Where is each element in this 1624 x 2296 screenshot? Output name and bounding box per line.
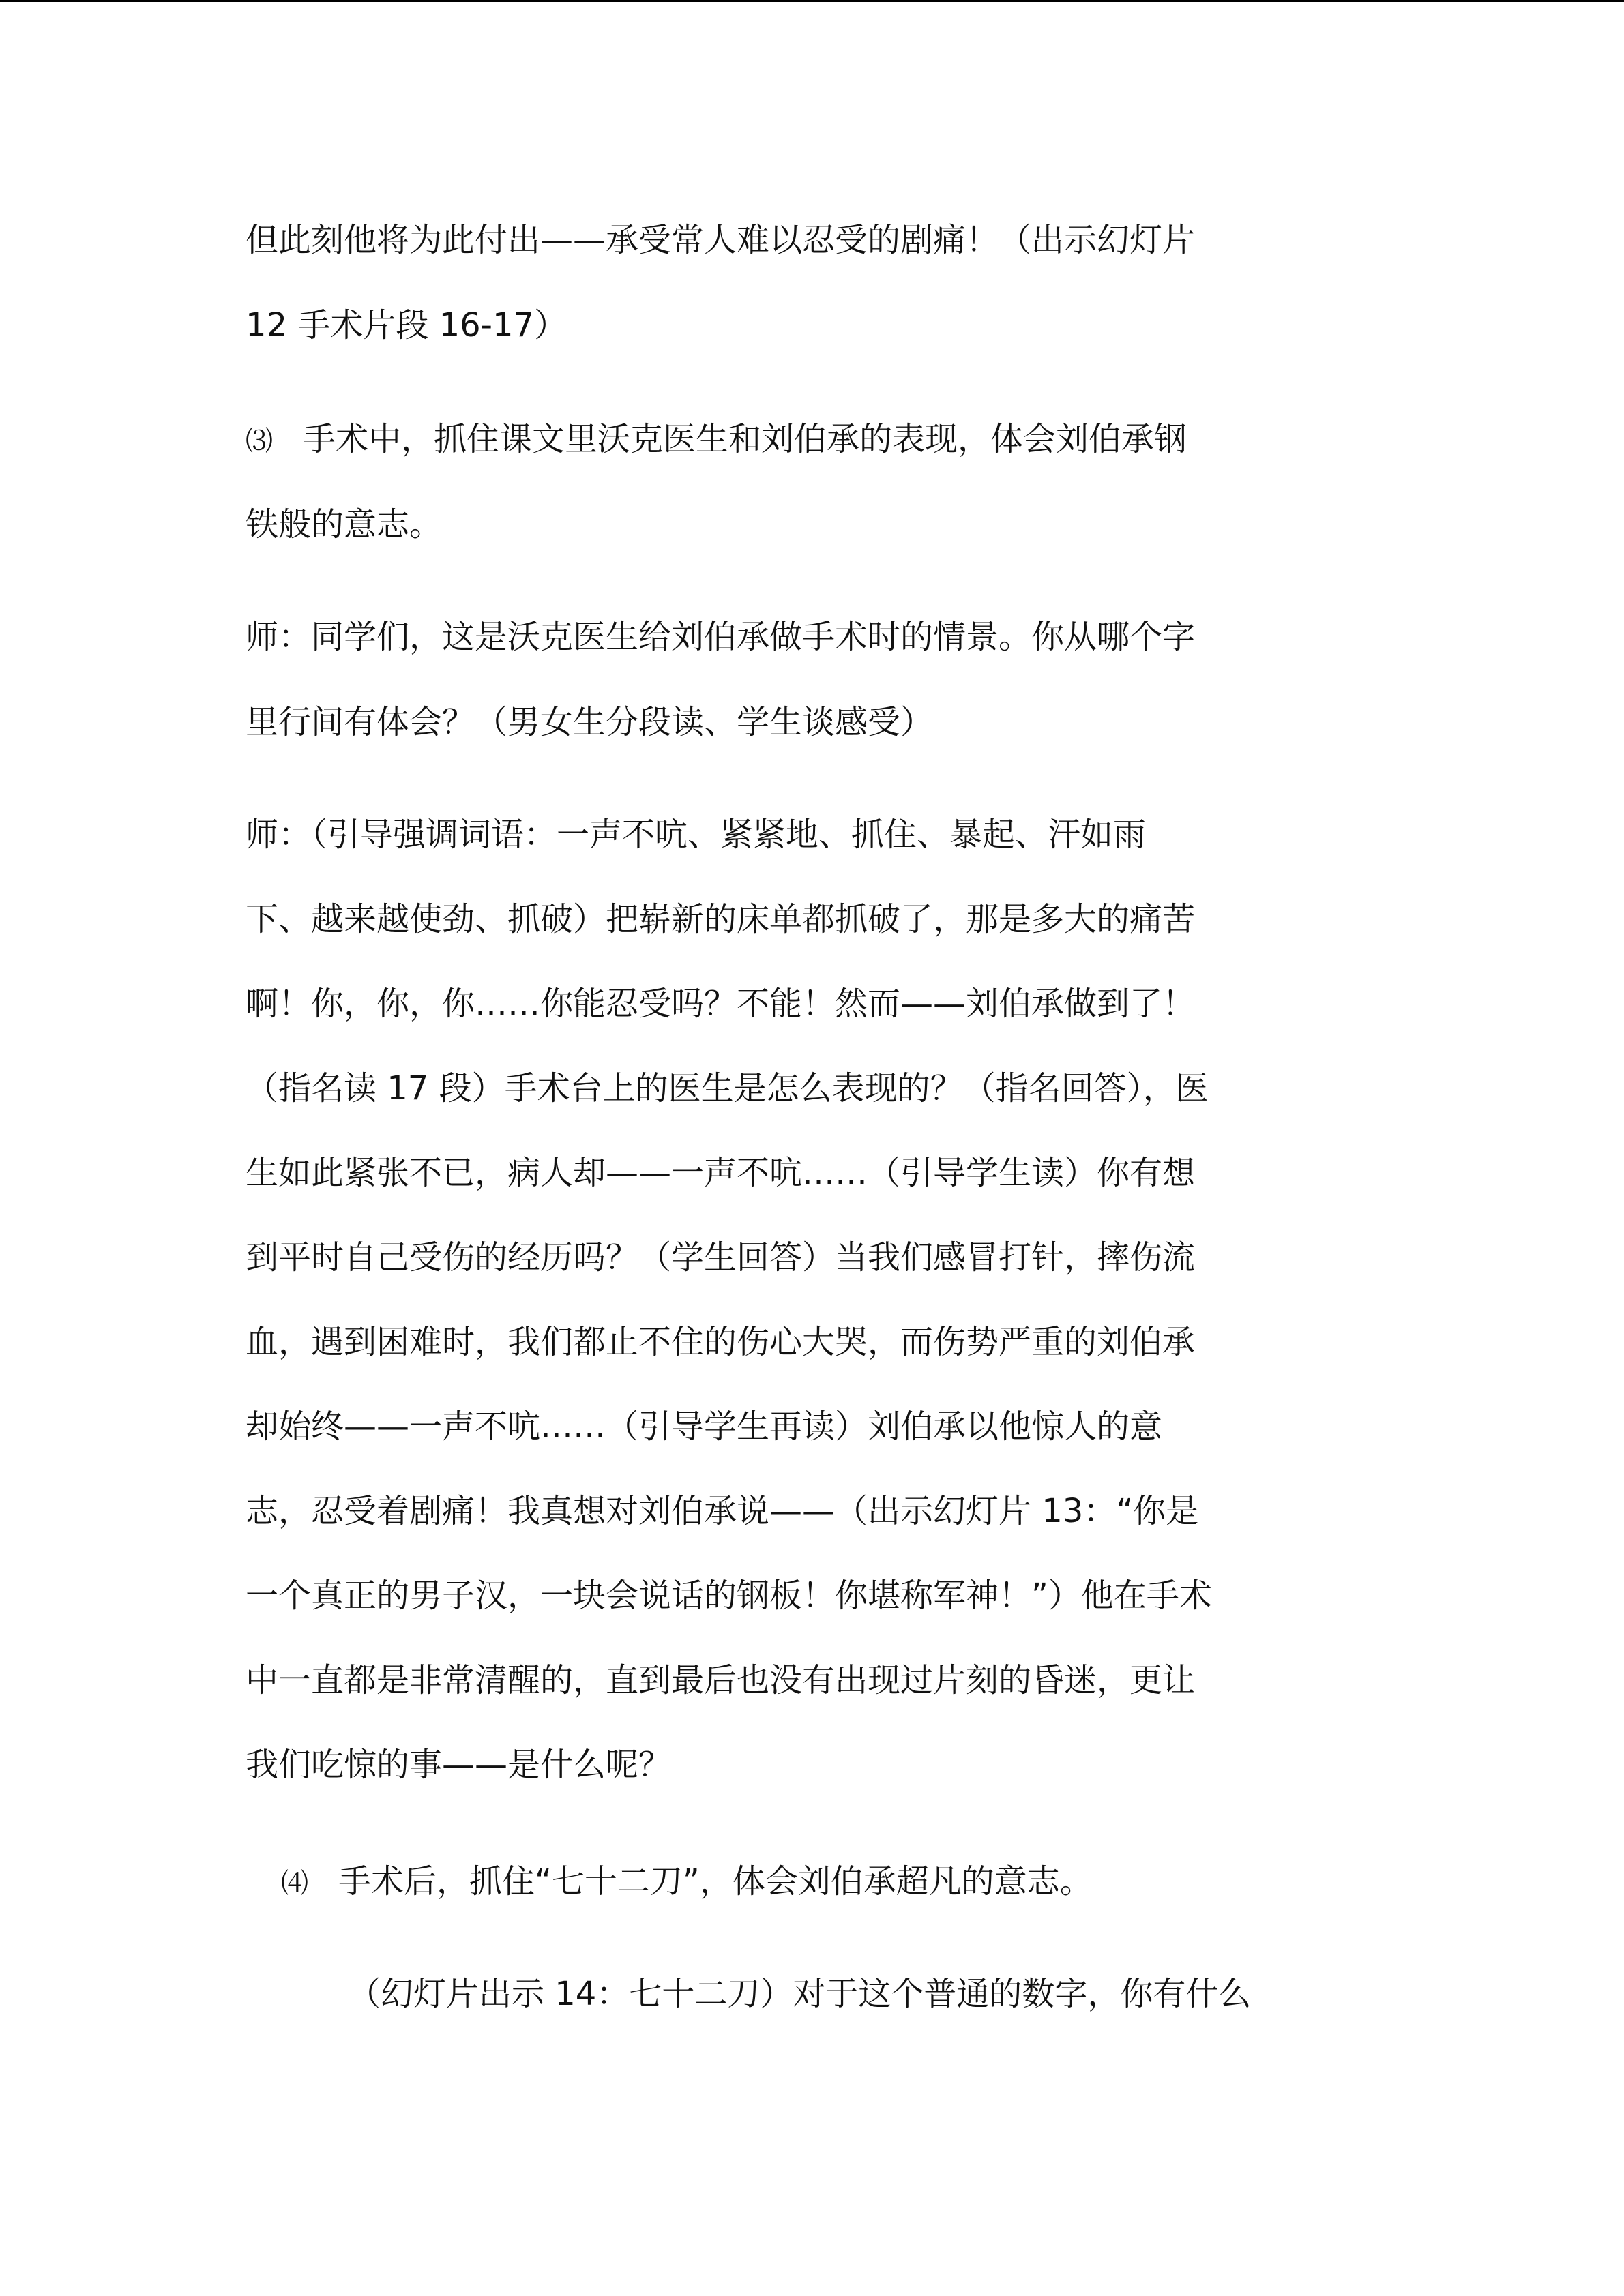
item-number-3: ⑶: [246, 426, 273, 457]
list-item-3: [246, 418, 1187, 462]
text-line: 啊！你，你，你……你能忍受吗？不能！然而——刘伯承做到了！: [246, 985, 1196, 1023]
text-line: 我们吃惊的事——是什么呢？: [246, 1746, 672, 1784]
text-line: 志，忍受着剧痛！我真想对刘伯承说——（出示幻灯片 13：“你是: [246, 1492, 1199, 1530]
item-number-4: ⑷: [281, 1868, 308, 1899]
text-line: 一个真正的男子汉，一块会说话的钢板！你堪称军神！”）他在手术: [246, 1577, 1212, 1615]
text-line: 里行间有体会？（男女生分段读、学生谈感受）: [246, 703, 934, 741]
text-line: 生如此紧张不已，病人却——一声不吭……（引导学生读）你有想: [246, 1154, 1196, 1192]
text-line: 手术后，抓住“七十二刀”，体会刘伯承超凡的意志。: [338, 1862, 1093, 1900]
text-line: 手术中，抓住课文里沃克医生和刘伯承的表现，体会刘伯承钢: [303, 420, 1187, 458]
text-line: 铁般的意志。: [246, 505, 443, 543]
text-line: 下、越来越使劲、抓破）把崭新的床单都抓破了，那是多大的痛苦: [246, 900, 1196, 938]
text-line: 中一直都是非常清醒的，直到最后也没有出现过片刻的昏迷，更让: [246, 1661, 1196, 1699]
text-line: 血，遇到困难时，我们都止不住的伤心大哭，而伤势严重的刘伯承: [246, 1323, 1196, 1361]
text-line: （幻灯片出示 14：七十二刀）对于这个普通的数字，你有什么: [348, 1975, 1252, 2013]
text-line: 12 手术片段 16-17）: [246, 306, 567, 344]
text-line: （指名读 17 段）手术台上的医生是怎么表现的？（指名回答），医: [246, 1069, 1209, 1107]
text-line: 却始终——一声不吭……（引导学生再读）刘伯承以他惊人的意: [246, 1407, 1163, 1446]
text-line: 师：同学们，这是沃克医生给刘伯承做手术时的情景。你从哪个字: [246, 618, 1196, 656]
list-item-4: [281, 1860, 1093, 1905]
text-line: 但此刻他将为此付出——承受常人难以忍受的剧痛！（出示幻灯片: [246, 221, 1196, 259]
text-line: 到平时自己受伤的经历吗？（学生回答）当我们感冒打针，摔伤流: [246, 1238, 1196, 1277]
text-line: 师：（引导强调词语：一声不吭、紧紧地、抓住、暴起、汗如雨: [246, 816, 1147, 854]
